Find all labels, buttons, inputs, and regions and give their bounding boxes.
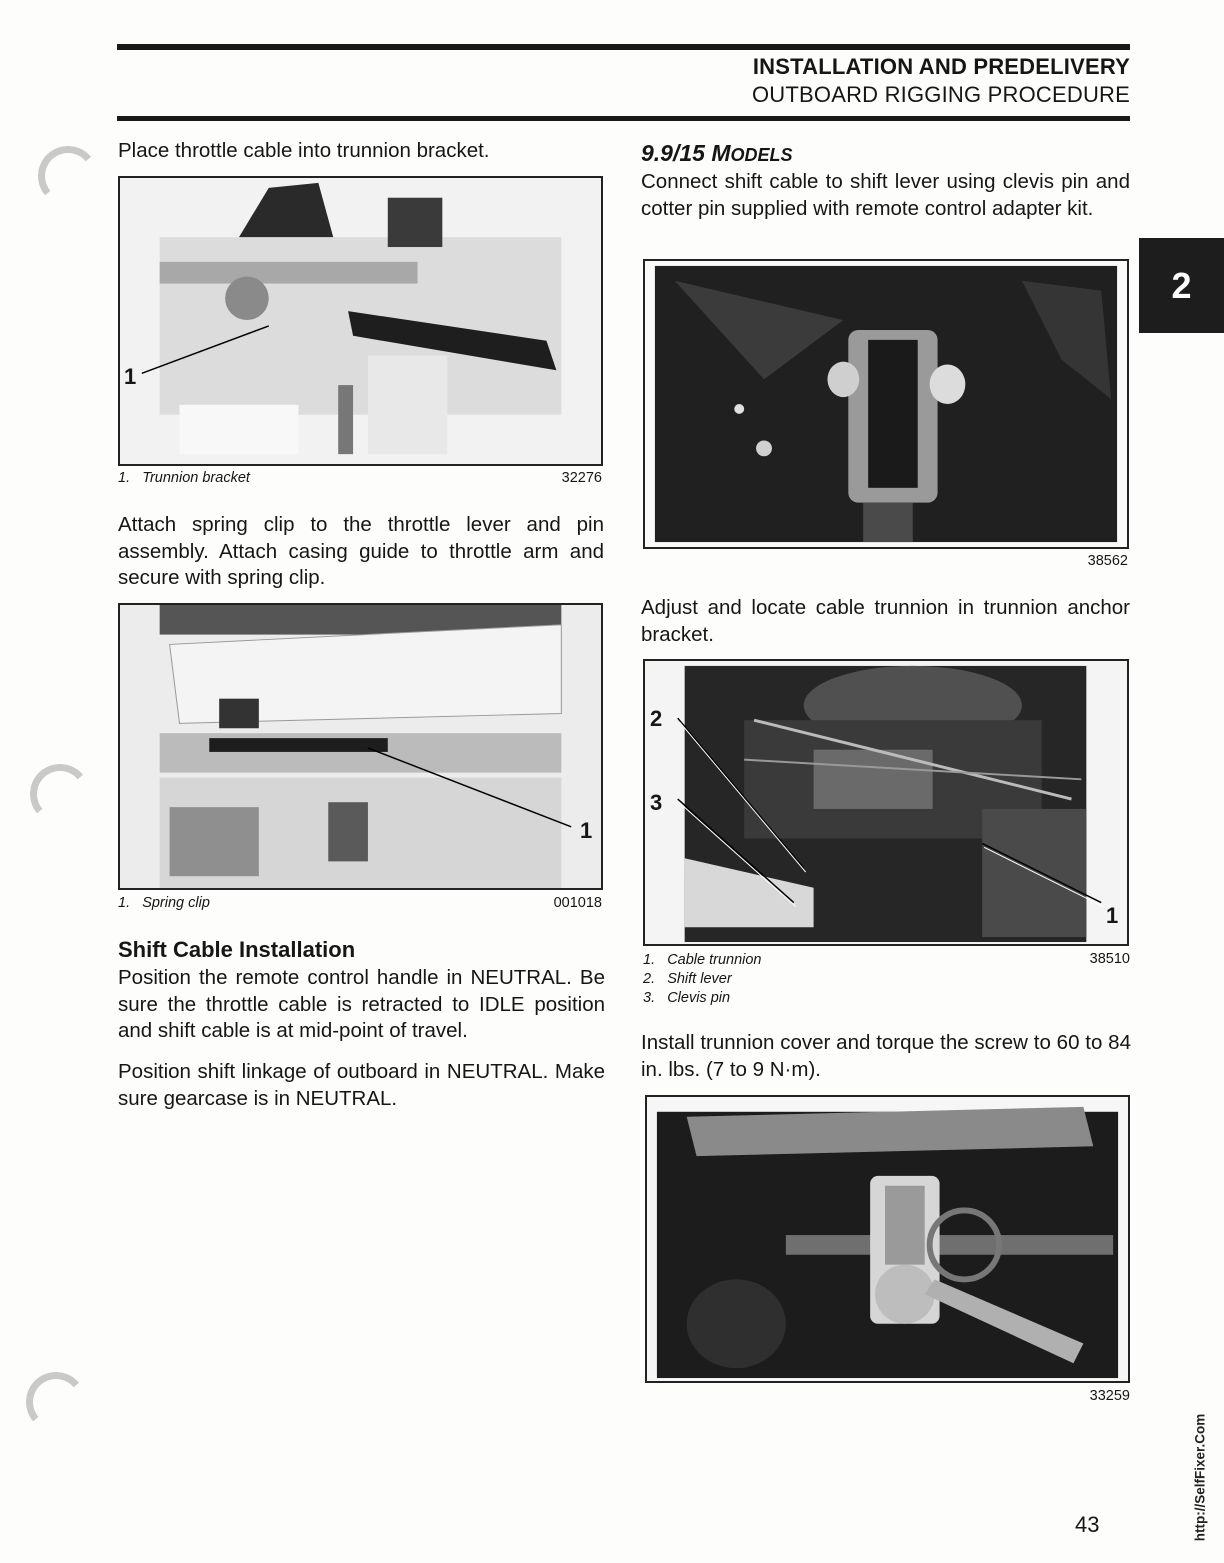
header-rule-bottom [117, 116, 1130, 121]
photo-illustration [120, 178, 601, 464]
paragraph-place-throttle: Place throttle cable into trunnion bracket. [118, 139, 490, 162]
figure-spring-clip-photo [118, 603, 603, 890]
side-watermark-url[interactable]: http://SelfFixer.Com [1192, 1413, 1208, 1542]
photo-illustration [647, 1097, 1128, 1381]
fig2-caption-number: 1. [118, 895, 131, 911]
fig4-caption-item [643, 989, 762, 1008]
figure-shift-lever-photo [643, 259, 1129, 549]
fig4-caption-list [643, 951, 762, 1008]
figure-trunnion-bracket-photo [118, 176, 603, 466]
binder-hole-mark [23, 1369, 88, 1434]
fig2-id: 001018 [553, 895, 602, 911]
figure-cable-trunnion-photo [643, 659, 1129, 946]
binder-hole-mark [27, 761, 92, 826]
paragraph-attach-spring-clip: Attach spring clip to the throttle lever and pin assembly. Attach casing guide to throttle arm and secure with spring clip. [118, 513, 604, 589]
chapter-tab[interactable]: 2 [1139, 238, 1224, 333]
fig1-id: 32276 [561, 470, 602, 486]
models-title-small: ODELS [730, 145, 793, 165]
fig5-id: 33259 [1089, 1388, 1130, 1404]
fig1-caption [118, 470, 250, 486]
figure-trunnion-cover-photo [645, 1095, 1130, 1383]
paragraph-adjust-cable-trunnion: Adjust and locate cable trunnion in trunnion anchor bracket. [641, 596, 1130, 646]
photo-illustration [120, 605, 601, 888]
header-rule-top [117, 44, 1130, 50]
fig4-caption-text: Clevis pin [667, 990, 731, 1006]
photo-illustration [645, 261, 1127, 547]
fig4-caption-text: Cable trunnion [667, 952, 762, 968]
header-title: INSTALLATION AND PREDELIVERY [752, 54, 1130, 79]
paragraph-install-trunnion-cover: Install trunnion cover and torque the screw to 60 to 84 in. lbs. (7 to 9 N·m). [641, 1031, 1131, 1081]
paragraph-position-shift-linkage: Position shift linkage of outboard in NEUTRAL. Make sure gearcase is in NEUTRAL. [118, 1060, 605, 1110]
fig4-caption-number: 2. [643, 971, 656, 987]
header-subtitle: OUTBOARD RIGGING PROCEDURE [751, 82, 1130, 107]
fig4-caption-number: 3. [643, 990, 656, 1006]
section-title-shift-cable: Shift Cable Installation [118, 937, 356, 962]
fig4-caption-item [643, 951, 762, 970]
fig2-caption-text: Spring clip [142, 895, 210, 911]
paragraph-position-remote-control: Position the remote control handle in NEUTRAL. Be sure the throttle cable is retracted to IDLE position and shift cable is at mid-point of travel. [118, 966, 605, 1042]
page-number: 43 [1075, 1512, 1100, 1537]
fig1-caption-text: Trunnion bracket [142, 470, 250, 486]
fig2-callout-1: 1 [580, 818, 593, 843]
fig1-callout-1: 1 [124, 364, 137, 389]
paragraph-connect-shift-cable: Connect shift cable to shift lever using clevis pin and cotter pin supplied with remote control adapter kit. [641, 170, 1130, 220]
fig3-id: 38562 [1087, 553, 1128, 569]
fig4-caption-number: 1. [643, 952, 656, 968]
fig4-callout-3: 3 [650, 790, 663, 815]
fig2-caption [118, 895, 210, 911]
section-title-models [641, 140, 793, 167]
models-title-main: 9.9/15 M [641, 140, 731, 166]
photo-illustration [645, 661, 1127, 944]
binder-hole-mark [35, 143, 100, 208]
fig4-caption-item [643, 970, 762, 989]
fig4-id: 38510 [1089, 951, 1130, 967]
fig4-caption-text: Shift lever [667, 971, 732, 987]
fig1-caption-number: 1. [118, 470, 131, 486]
fig4-callout-1: 1 [1106, 903, 1119, 928]
fig4-callout-2: 2 [650, 706, 663, 731]
